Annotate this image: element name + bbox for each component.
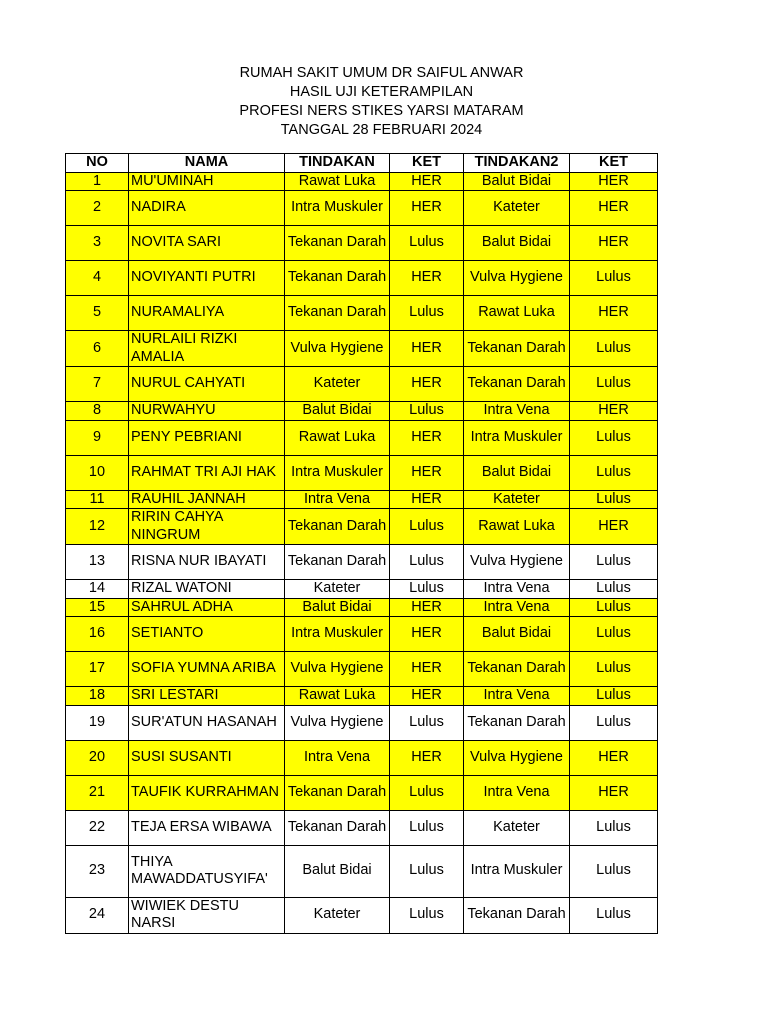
cell-no: 10 [66, 455, 129, 490]
cell-ket: Lulus [390, 226, 464, 261]
table-row [66, 617, 658, 652]
table-row [66, 261, 658, 296]
cell-tindakan2: Tekanan Darah [464, 705, 570, 740]
cell-nama: NOVIYANTI PUTRI [129, 261, 285, 296]
cell-ket2: HER [570, 191, 658, 226]
cell-ket2: Lulus [570, 687, 658, 706]
cell-tindakan2: Rawat Luka [464, 296, 570, 331]
cell-ket2: Lulus [570, 598, 658, 617]
cell-tindakan2: Tekanan Darah [464, 367, 570, 402]
cell-tindakan2: Balut Bidai [464, 617, 570, 652]
cell-no: 9 [66, 420, 129, 455]
cell-nama: NURUL CAHYATI [129, 367, 285, 402]
cell-nama: RAHMAT TRI AJI HAK [129, 455, 285, 490]
cell-tindakan2: Balut Bidai [464, 172, 570, 191]
cell-nama: NURWAHYU [129, 402, 285, 421]
cell-no: 6 [66, 331, 129, 367]
cell-nama: PENY PEBRIANI [129, 420, 285, 455]
cell-no: 21 [66, 775, 129, 810]
table-row [66, 687, 658, 706]
cell-tindakan2: Rawat Luka [464, 509, 570, 545]
cell-tindakan: Vulva Hygiene [285, 331, 390, 367]
cell-ket2: HER [570, 226, 658, 261]
col-header-ket: KET [390, 154, 464, 173]
cell-tindakan2: Tekanan Darah [464, 331, 570, 367]
cell-ket2: Lulus [570, 545, 658, 580]
cell-ket2: Lulus [570, 455, 658, 490]
cell-tindakan: Intra Muskuler [285, 455, 390, 490]
program-name: PROFESI NERS STIKES YARSI MATARAM [239, 103, 524, 119]
cell-tindakan: Balut Bidai [285, 402, 390, 421]
col-header-tindakan2: TINDAKAN2 [464, 154, 570, 173]
table-row [66, 509, 658, 545]
cell-tindakan2: Vulva Hygiene [464, 740, 570, 775]
cell-nama: SUR'ATUN HASANAH [129, 705, 285, 740]
cell-ket2: HER [570, 172, 658, 191]
cell-tindakan2: Balut Bidai [464, 455, 570, 490]
cell-tindakan2: Vulva Hygiene [464, 545, 570, 580]
cell-nama: NURLAILI RIZKI AMALIA [129, 331, 285, 367]
cell-tindakan2: Kateter [464, 191, 570, 226]
col-header-no: NO [66, 154, 129, 173]
cell-ket: HER [390, 367, 464, 402]
cell-ket: HER [390, 617, 464, 652]
cell-nama: RIZAL WATONI [129, 580, 285, 599]
cell-ket: Lulus [390, 545, 464, 580]
table-row [66, 545, 658, 580]
cell-tindakan: Balut Bidai [285, 845, 390, 897]
cell-tindakan: Intra Vena [285, 740, 390, 775]
col-header-nama: NAMA [129, 154, 285, 173]
cell-ket2: HER [570, 775, 658, 810]
cell-tindakan: Tekanan Darah [285, 545, 390, 580]
table-row [66, 775, 658, 810]
cell-ket: Lulus [390, 580, 464, 599]
cell-ket: Lulus [390, 705, 464, 740]
cell-no: 1 [66, 172, 129, 191]
cell-no: 22 [66, 810, 129, 845]
cell-nama: SAHRUL ADHA [129, 598, 285, 617]
test-title: HASIL UJI KETERAMPILAN [289, 84, 474, 100]
cell-nama: SOFIA YUMNA ARIBA [129, 652, 285, 687]
cell-no: 8 [66, 402, 129, 421]
cell-no: 17 [66, 652, 129, 687]
cell-ket: HER [390, 687, 464, 706]
table-row [66, 598, 658, 617]
cell-nama: SETIANTO [129, 617, 285, 652]
cell-nama: RAUHIL JANNAH [129, 490, 285, 509]
cell-tindakan: Rawat Luka [285, 420, 390, 455]
table-row [66, 191, 658, 226]
cell-ket2: Lulus [570, 897, 658, 933]
cell-nama: SRI LESTARI [129, 687, 285, 706]
test-date: TANGGAL 28 FEBRUARI 2024 [280, 122, 483, 138]
table-row [66, 580, 658, 599]
cell-nama: WIWIEK DESTU NARSI [129, 897, 285, 933]
document-header [0, 64, 768, 140]
cell-tindakan2: Vulva Hygiene [464, 261, 570, 296]
table-row [66, 845, 658, 897]
cell-tindakan: Intra Muskuler [285, 191, 390, 226]
table-row [66, 226, 658, 261]
cell-tindakan: Rawat Luka [285, 172, 390, 191]
results-table [65, 153, 658, 934]
cell-nama: RIRIN CAHYA NINGRUM [129, 509, 285, 545]
table-row [66, 402, 658, 421]
col-header-ket2: KET [570, 154, 658, 173]
cell-tindakan2: Intra Muskuler [464, 420, 570, 455]
cell-nama: NURAMALIYA [129, 296, 285, 331]
cell-tindakan: Tekanan Darah [285, 509, 390, 545]
cell-ket: Lulus [390, 775, 464, 810]
cell-nama: TEJA ERSA WIBAWA [129, 810, 285, 845]
cell-nama: NOVITA SARI [129, 226, 285, 261]
cell-no: 11 [66, 490, 129, 509]
cell-ket: Lulus [390, 810, 464, 845]
cell-ket: Lulus [390, 402, 464, 421]
table-row [66, 652, 658, 687]
table-header-row [66, 154, 658, 173]
cell-ket: Lulus [390, 296, 464, 331]
cell-ket: Lulus [390, 509, 464, 545]
table-row [66, 420, 658, 455]
cell-ket: HER [390, 490, 464, 509]
cell-no: 18 [66, 687, 129, 706]
cell-tindakan2: Kateter [464, 490, 570, 509]
cell-tindakan: Intra Vena [285, 490, 390, 509]
cell-ket: HER [390, 598, 464, 617]
cell-no: 2 [66, 191, 129, 226]
cell-ket: HER [390, 652, 464, 687]
cell-ket2: HER [570, 402, 658, 421]
cell-ket: HER [390, 455, 464, 490]
cell-nama: THIYA MAWADDATUSYIFA' [129, 845, 285, 897]
cell-tindakan: Tekanan Darah [285, 261, 390, 296]
cell-tindakan: Tekanan Darah [285, 775, 390, 810]
cell-tindakan: Kateter [285, 580, 390, 599]
table-row [66, 455, 658, 490]
cell-nama: SUSI SUSANTI [129, 740, 285, 775]
cell-ket: HER [390, 331, 464, 367]
cell-ket2: Lulus [570, 331, 658, 367]
cell-ket: Lulus [390, 845, 464, 897]
cell-nama: NADIRA [129, 191, 285, 226]
cell-tindakan2: Balut Bidai [464, 226, 570, 261]
cell-no: 5 [66, 296, 129, 331]
table-row [66, 705, 658, 740]
table-row [66, 296, 658, 331]
cell-no: 15 [66, 598, 129, 617]
cell-no: 23 [66, 845, 129, 897]
table-row [66, 897, 658, 933]
cell-ket2: Lulus [570, 490, 658, 509]
table-row [66, 740, 658, 775]
cell-ket2: Lulus [570, 367, 658, 402]
cell-no: 14 [66, 580, 129, 599]
cell-ket2: HER [570, 740, 658, 775]
cell-ket2: Lulus [570, 845, 658, 897]
cell-ket: HER [390, 172, 464, 191]
cell-tindakan: Vulva Hygiene [285, 705, 390, 740]
cell-tindakan2: Intra Vena [464, 775, 570, 810]
table-row [66, 810, 658, 845]
cell-nama: MU'UMINAH [129, 172, 285, 191]
cell-tindakan2: Intra Muskuler [464, 845, 570, 897]
cell-ket: HER [390, 740, 464, 775]
col-header-tindakan: TINDAKAN [285, 154, 390, 173]
cell-no: 4 [66, 261, 129, 296]
cell-no: 7 [66, 367, 129, 402]
hospital-name: RUMAH SAKIT UMUM DR SAIFUL ANWAR [239, 65, 524, 81]
cell-tindakan: Balut Bidai [285, 598, 390, 617]
cell-nama: RISNA NUR IBAYATI [129, 545, 285, 580]
cell-ket2: Lulus [570, 420, 658, 455]
cell-ket2: Lulus [570, 705, 658, 740]
cell-no: 19 [66, 705, 129, 740]
cell-ket2: Lulus [570, 652, 658, 687]
cell-ket2: HER [570, 509, 658, 545]
cell-ket2: HER [570, 296, 658, 331]
cell-no: 12 [66, 509, 129, 545]
cell-ket2: Lulus [570, 580, 658, 599]
cell-tindakan2: Intra Vena [464, 687, 570, 706]
cell-ket: HER [390, 261, 464, 296]
table-row [66, 367, 658, 402]
cell-tindakan2: Kateter [464, 810, 570, 845]
table-row [66, 331, 658, 367]
cell-no: 24 [66, 897, 129, 933]
cell-no: 3 [66, 226, 129, 261]
cell-tindakan: Tekanan Darah [285, 810, 390, 845]
cell-tindakan: Tekanan Darah [285, 226, 390, 261]
cell-ket2: Lulus [570, 261, 658, 296]
cell-tindakan2: Tekanan Darah [464, 652, 570, 687]
cell-tindakan: Vulva Hygiene [285, 652, 390, 687]
table-row [66, 490, 658, 509]
cell-nama: TAUFIK KURRAHMAN [129, 775, 285, 810]
cell-ket: HER [390, 420, 464, 455]
cell-tindakan: Rawat Luka [285, 687, 390, 706]
cell-tindakan: Intra Muskuler [285, 617, 390, 652]
cell-no: 16 [66, 617, 129, 652]
cell-tindakan2: Intra Vena [464, 402, 570, 421]
cell-ket2: Lulus [570, 617, 658, 652]
cell-tindakan2: Intra Vena [464, 580, 570, 599]
cell-tindakan: Kateter [285, 897, 390, 933]
cell-tindakan2: Intra Vena [464, 598, 570, 617]
cell-tindakan2: Tekanan Darah [464, 897, 570, 933]
cell-ket: HER [390, 191, 464, 226]
cell-tindakan: Tekanan Darah [285, 296, 390, 331]
cell-ket2: Lulus [570, 810, 658, 845]
table-row [66, 172, 658, 191]
cell-no: 20 [66, 740, 129, 775]
cell-ket: Lulus [390, 897, 464, 933]
cell-no: 13 [66, 545, 129, 580]
cell-tindakan: Kateter [285, 367, 390, 402]
